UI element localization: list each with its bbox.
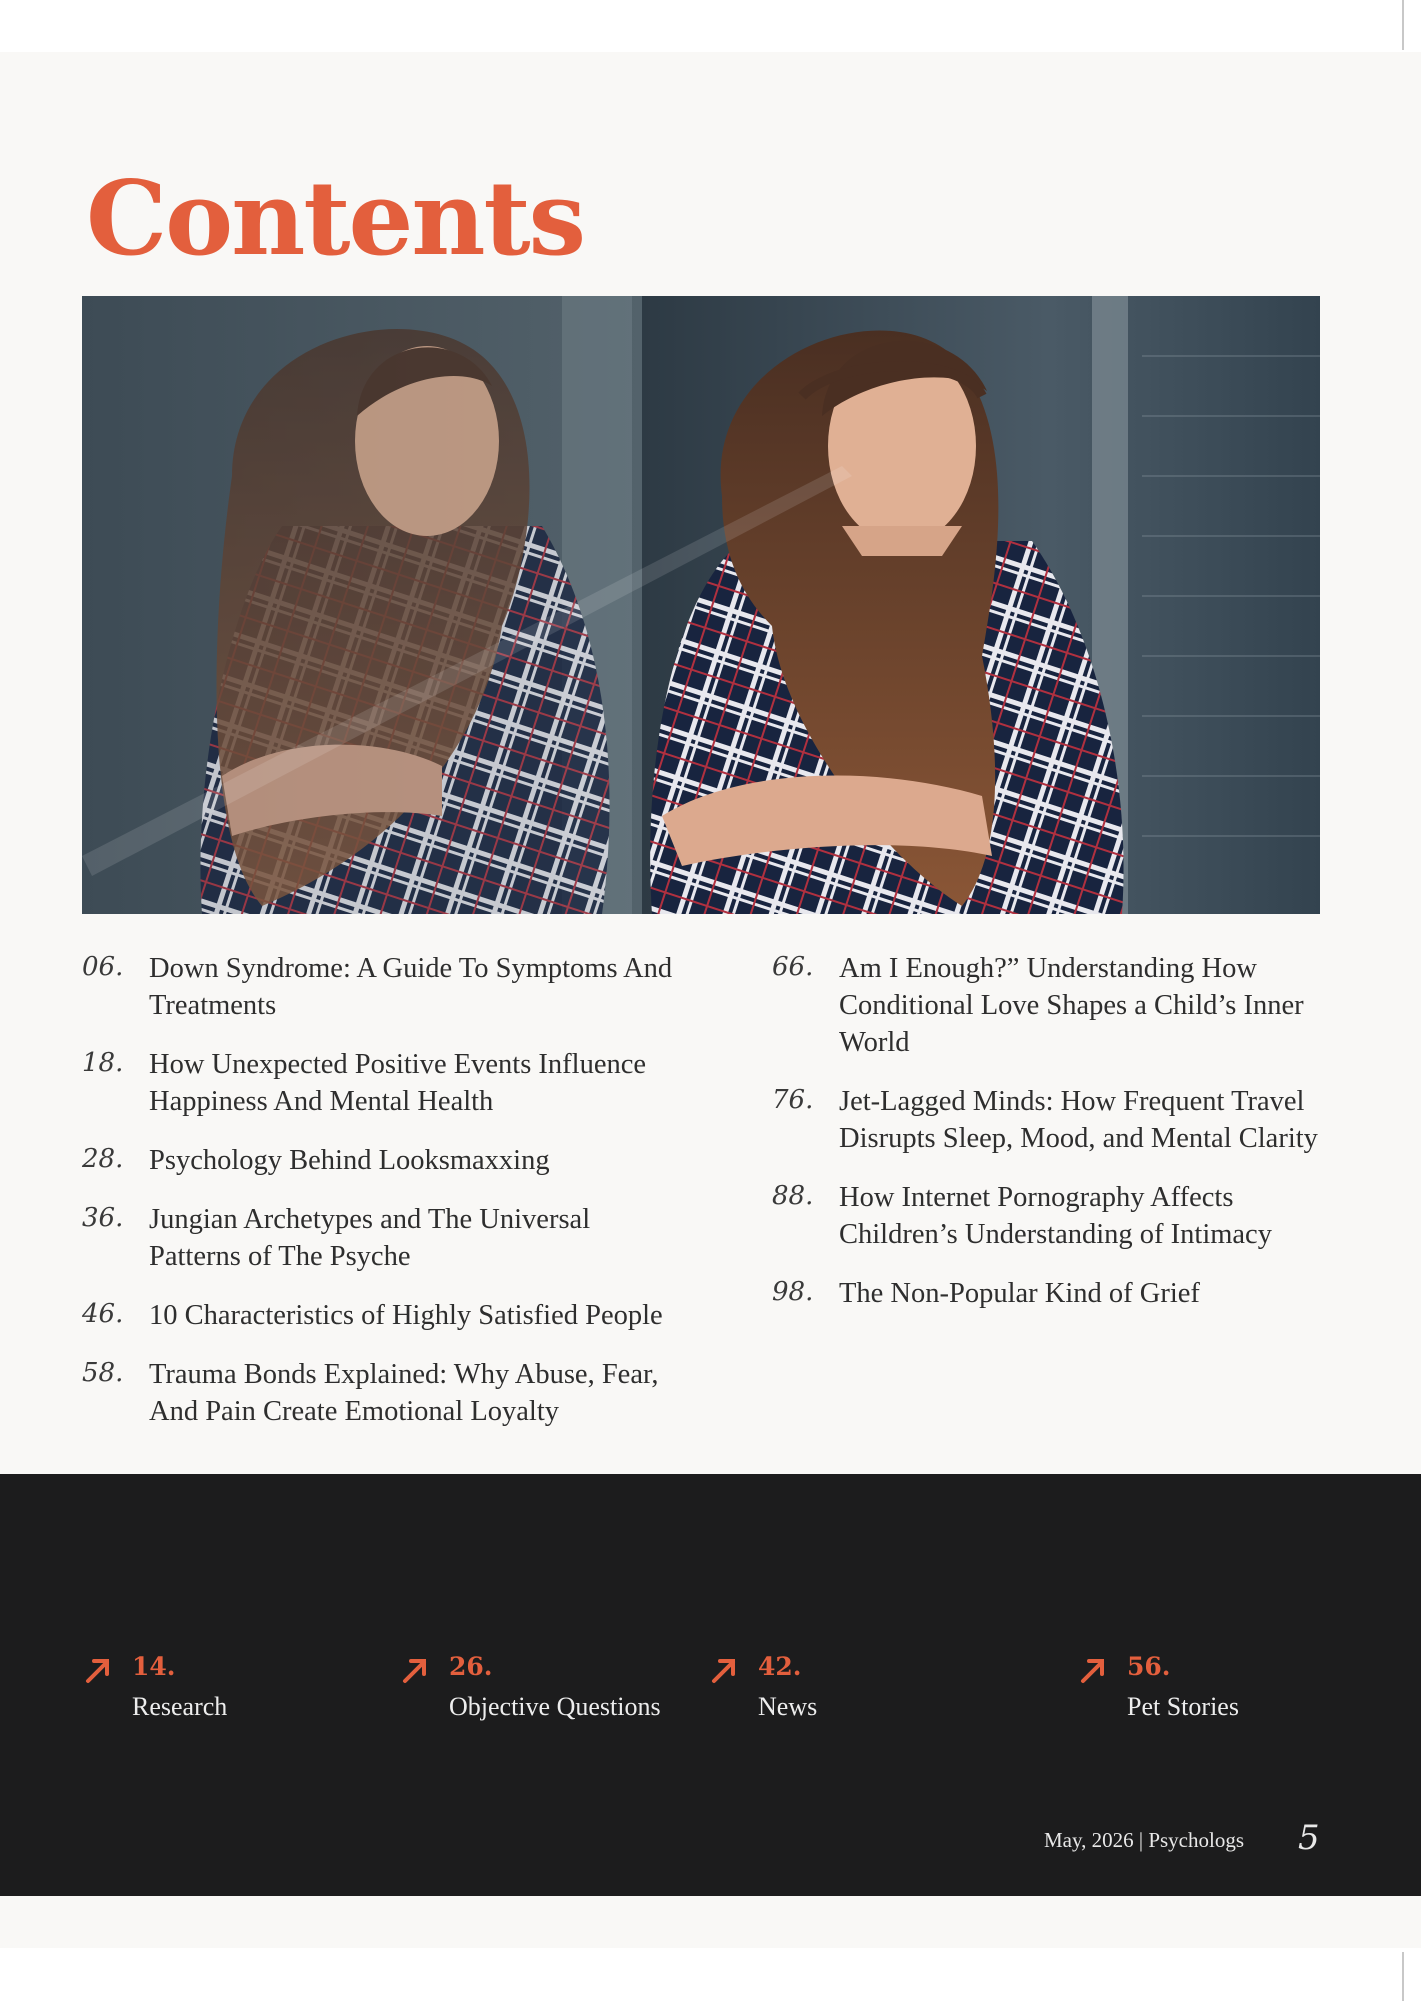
page-edge-line <box>1402 1952 1404 2001</box>
hero-photo <box>82 296 1320 914</box>
toc-item[interactable] <box>772 950 1332 1061</box>
hero-photo-illustration <box>82 296 1320 914</box>
toc-right-column <box>772 950 1332 1334</box>
toc-article-title: Psychology Behind Looksmaxxing <box>149 1145 550 1176</box>
toc-page-number: 66. <box>772 952 814 982</box>
section-page-number: 42. <box>758 1652 802 1681</box>
toc-article-title: Trauma Bonds Explained: Why Abuse, Fear, And Pain Create Emotional Loyalty <box>149 1359 659 1427</box>
arrow-up-right-icon <box>1079 1656 1107 1684</box>
toc-left-column <box>82 950 682 1452</box>
toc-page-number: 28. <box>82 1144 124 1174</box>
issue-footer: May, 2026 | Psychologs <box>1044 1828 1245 1852</box>
toc-item[interactable] <box>82 950 682 1024</box>
toc-item[interactable] <box>82 1201 682 1275</box>
toc-article-title: 10 Characteristics of Highly Satisfied People <box>149 1300 663 1331</box>
toc-page-number: 06. <box>82 952 124 982</box>
page-top-strip <box>0 0 1421 52</box>
toc-article-title: How Internet Pornography Affects Children’s Understanding of Intimacy <box>839 1182 1272 1250</box>
toc-article-title: Am I Enough?” Understanding How Conditional Love Shapes a Child’s Inner World <box>839 953 1304 1058</box>
toc-page-number: 58. <box>82 1358 124 1388</box>
page-edge-line <box>1402 0 1404 50</box>
toc-article-title: Jungian Archetypes and The Universal Patterns of The Psyche <box>149 1204 591 1272</box>
toc-item[interactable] <box>82 1142 682 1179</box>
toc-item[interactable] <box>772 1083 1332 1157</box>
toc-item[interactable] <box>772 1179 1332 1253</box>
toc-item[interactable] <box>772 1275 1332 1312</box>
section-page-number: 26. <box>449 1652 493 1681</box>
toc-page-number: 36. <box>82 1203 124 1233</box>
toc-page-number: 98. <box>772 1277 814 1307</box>
toc-item[interactable] <box>82 1356 682 1430</box>
section-label: Research <box>132 1692 228 1721</box>
toc-page-number: 46. <box>82 1299 124 1329</box>
toc-page-number: 18. <box>82 1048 124 1078</box>
arrow-up-right-icon <box>84 1656 112 1684</box>
toc-item[interactable] <box>82 1297 682 1334</box>
toc-page-number: 88. <box>772 1181 814 1211</box>
toc-article-title: How Unexpected Positive Events Influence Happiness And Mental Health <box>149 1049 647 1117</box>
page-title: Contents <box>86 159 585 279</box>
page-number: 5 <box>1298 1818 1320 1858</box>
section-label: Objective Questions <box>449 1692 661 1721</box>
arrow-up-right-icon <box>710 1656 738 1684</box>
page-bottom-strip <box>0 1948 1421 2001</box>
toc-article-title: The Non-Popular Kind of Grief <box>839 1278 1200 1309</box>
toc-article-title: Jet-Lagged Minds: How Frequent Travel Disrupts Sleep, Mood, and Mental Clarity <box>839 1086 1318 1154</box>
section-label: News <box>758 1692 818 1721</box>
section-page-number: 56. <box>1127 1652 1171 1681</box>
section-page-number: 14. <box>132 1652 176 1681</box>
toc-item[interactable] <box>82 1046 682 1120</box>
toc-article-title: Down Syndrome: A Guide To Symptoms And Treatments <box>149 953 673 1021</box>
toc-page-number: 76. <box>772 1085 814 1115</box>
arrow-up-right-icon <box>401 1656 429 1684</box>
section-label: Pet Stories <box>1127 1692 1239 1721</box>
